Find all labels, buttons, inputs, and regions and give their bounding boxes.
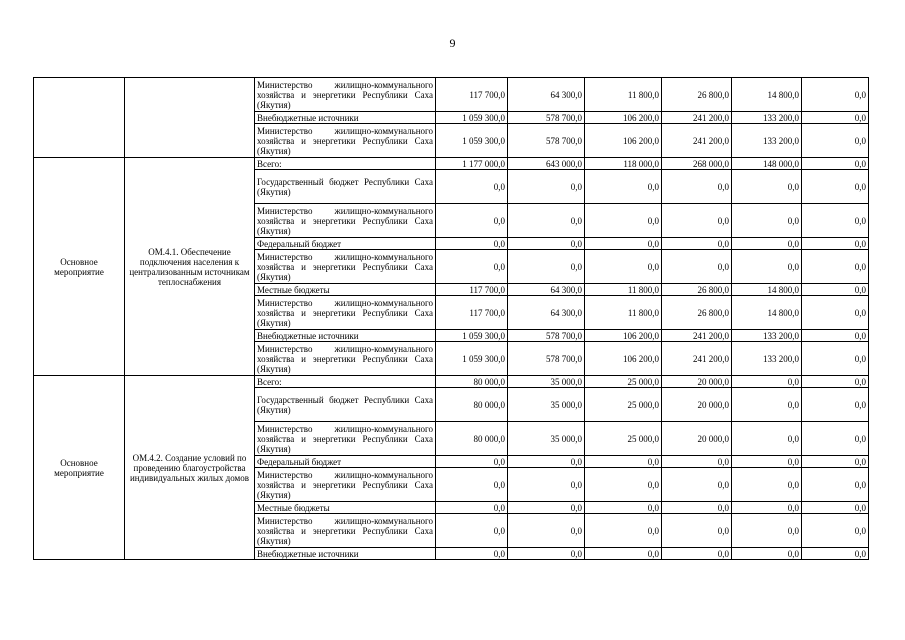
funding-source-cell: Местные бюджеты	[255, 502, 436, 514]
amount-cell: 0,0	[585, 250, 662, 284]
amount-cell: 578 700,0	[508, 112, 585, 124]
category-cell: Основное мероприятие	[34, 158, 125, 376]
amount-cell: 0,0	[802, 456, 869, 468]
amount-cell: 0,0	[585, 238, 662, 250]
funding-source-cell: Министерство жилищно-коммунального хозяйства и энергетики Республики Саха (Якутия)	[255, 204, 436, 238]
amount-cell: 64 300,0	[508, 284, 585, 296]
amount-cell: 80 000,0	[436, 422, 508, 456]
amount-cell: 0,0	[436, 250, 508, 284]
amount-cell: 0,0	[732, 170, 802, 204]
amount-cell: 0,0	[508, 548, 585, 560]
amount-cell: 0,0	[585, 468, 662, 502]
amount-cell: 241 200,0	[662, 124, 732, 158]
amount-cell: 20 000,0	[662, 388, 732, 422]
amount-cell: 578 700,0	[508, 342, 585, 376]
amount-cell: 0,0	[802, 284, 869, 296]
amount-cell: 0,0	[585, 514, 662, 548]
amount-cell: 0,0	[436, 456, 508, 468]
amount-cell: 148 000,0	[732, 158, 802, 170]
funding-source-cell: Внебюджетные источники	[255, 112, 436, 124]
funding-source-cell: Государственный бюджет Республики Саха (Якутия)	[255, 388, 436, 422]
table-row	[34, 78, 869, 112]
amount-cell: 133 200,0	[732, 330, 802, 342]
amount-cell: 0,0	[802, 170, 869, 204]
amount-cell: 0,0	[732, 502, 802, 514]
amount-cell: 0,0	[732, 548, 802, 560]
amount-cell: 0,0	[508, 468, 585, 502]
amount-cell: 241 200,0	[662, 112, 732, 124]
amount-cell: 80 000,0	[436, 388, 508, 422]
amount-cell: 0,0	[802, 250, 869, 284]
funding-source-cell: Местные бюджеты	[255, 284, 436, 296]
funding-source-cell: Федеральный бюджет	[255, 456, 436, 468]
amount-cell: 117 700,0	[436, 78, 508, 112]
amount-cell: 0,0	[662, 456, 732, 468]
amount-cell: 1 059 300,0	[436, 112, 508, 124]
amount-cell: 106 200,0	[585, 342, 662, 376]
amount-cell: 0,0	[802, 330, 869, 342]
funding-source-cell: Министерство жилищно-коммунального хозяйства и энергетики Республики Саха (Якутия)	[255, 250, 436, 284]
amount-cell: 64 300,0	[508, 78, 585, 112]
amount-cell: 0,0	[585, 170, 662, 204]
amount-cell: 106 200,0	[585, 330, 662, 342]
amount-cell: 1 177 000,0	[436, 158, 508, 170]
amount-cell: 0,0	[508, 502, 585, 514]
amount-cell: 35 000,0	[508, 376, 585, 388]
amount-cell: 26 800,0	[662, 284, 732, 296]
amount-cell: 0,0	[508, 238, 585, 250]
amount-cell: 643 000,0	[508, 158, 585, 170]
amount-cell: 0,0	[802, 124, 869, 158]
amount-cell: 0,0	[732, 376, 802, 388]
amount-cell: 1 059 300,0	[436, 124, 508, 158]
amount-cell: 80 000,0	[436, 376, 508, 388]
amount-cell: 106 200,0	[585, 112, 662, 124]
funding-source-cell: Внебюджетные источники	[255, 330, 436, 342]
amount-cell: 0,0	[802, 342, 869, 376]
amount-cell: 0,0	[662, 468, 732, 502]
page-number: 9	[449, 36, 456, 50]
amount-cell: 0,0	[732, 388, 802, 422]
amount-cell: 133 200,0	[732, 124, 802, 158]
amount-cell: 0,0	[732, 514, 802, 548]
funding-source-cell: Министерство жилищно-коммунального хозяйства и энергетики Республики Саха (Якутия)	[255, 296, 436, 330]
amount-cell: 0,0	[802, 502, 869, 514]
amount-cell: 0,0	[662, 204, 732, 238]
amount-cell: 0,0	[732, 468, 802, 502]
amount-cell: 0,0	[802, 422, 869, 456]
amount-cell: 0,0	[436, 238, 508, 250]
amount-cell: 0,0	[662, 250, 732, 284]
amount-cell: 578 700,0	[508, 330, 585, 342]
amount-cell: 118 000,0	[585, 158, 662, 170]
activity-cell: ОМ.4.2. Создание условий по проведению благоустройства индивидуальных жилых домов	[125, 376, 255, 560]
amount-cell: 0,0	[585, 548, 662, 560]
amount-cell: 0,0	[802, 204, 869, 238]
amount-cell: 0,0	[508, 204, 585, 238]
amount-cell: 0,0	[732, 250, 802, 284]
amount-cell: 0,0	[802, 296, 869, 330]
amount-cell: 0,0	[802, 388, 869, 422]
amount-cell: 20 000,0	[662, 422, 732, 456]
funding-source-cell: Министерство жилищно-коммунального хозяйства и энергетики Республики Саха (Якутия)	[255, 342, 436, 376]
table-row	[34, 376, 869, 388]
amount-cell: 11 800,0	[585, 78, 662, 112]
amount-cell: 578 700,0	[508, 124, 585, 158]
amount-cell: 0,0	[802, 112, 869, 124]
amount-cell: 0,0	[436, 204, 508, 238]
funding-source-cell: Министерство жилищно-коммунального хозяйства и энергетики Республики Саха (Якутия)	[255, 468, 436, 502]
amount-cell: 0,0	[585, 502, 662, 514]
funding-source-cell: Министерство жилищно-коммунального хозяйства и энергетики Республики Саха (Якутия)	[255, 422, 436, 456]
activity-cell: ОМ.4.1. Обеспечение подключения населения к централизованным источникам теплоснабжения	[125, 158, 255, 376]
amount-cell: 14 800,0	[732, 78, 802, 112]
amount-cell: 25 000,0	[585, 422, 662, 456]
amount-cell: 117 700,0	[436, 284, 508, 296]
amount-cell: 0,0	[662, 170, 732, 204]
amount-cell: 0,0	[662, 514, 732, 548]
amount-cell: 14 800,0	[732, 296, 802, 330]
amount-cell: 0,0	[436, 502, 508, 514]
amount-cell: 0,0	[436, 548, 508, 560]
funding-source-cell: Всего:	[255, 376, 436, 388]
amount-cell: 64 300,0	[508, 296, 585, 330]
amount-cell: 0,0	[802, 238, 869, 250]
amount-cell: 25 000,0	[585, 388, 662, 422]
amount-cell: 117 700,0	[436, 296, 508, 330]
amount-cell: 26 800,0	[662, 296, 732, 330]
activity-cell	[125, 78, 255, 158]
amount-cell: 0,0	[662, 548, 732, 560]
amount-cell: 26 800,0	[662, 78, 732, 112]
amount-cell: 14 800,0	[732, 284, 802, 296]
amount-cell: 0,0	[802, 468, 869, 502]
funding-source-cell: Внебюджетные источники	[255, 548, 436, 560]
funding-source-cell: Всего:	[255, 158, 436, 170]
amount-cell: 0,0	[802, 514, 869, 548]
amount-cell: 133 200,0	[732, 342, 802, 376]
amount-cell: 0,0	[732, 238, 802, 250]
amount-cell: 268 000,0	[662, 158, 732, 170]
table-body	[34, 78, 869, 560]
amount-cell: 0,0	[508, 170, 585, 204]
amount-cell: 133 200,0	[732, 112, 802, 124]
category-cell: Основное мероприятие	[34, 376, 125, 560]
category-cell	[34, 78, 125, 158]
funding-source-cell: Государственный бюджет Республики Саха (Якутия)	[255, 170, 436, 204]
funding-source-cell: Министерство жилищно-коммунального хозяйства и энергетики Республики Саха (Якутия)	[255, 124, 436, 158]
amount-cell: 35 000,0	[508, 388, 585, 422]
amount-cell: 11 800,0	[585, 296, 662, 330]
amount-cell: 0,0	[802, 548, 869, 560]
amount-cell: 0,0	[732, 422, 802, 456]
budget-table	[33, 77, 869, 560]
amount-cell: 0,0	[732, 456, 802, 468]
amount-cell: 1 059 300,0	[436, 342, 508, 376]
amount-cell: 0,0	[802, 376, 869, 388]
amount-cell: 0,0	[802, 158, 869, 170]
amount-cell: 241 200,0	[662, 342, 732, 376]
amount-cell: 0,0	[436, 170, 508, 204]
amount-cell: 0,0	[436, 514, 508, 548]
funding-source-cell: Федеральный бюджет	[255, 238, 436, 250]
amount-cell: 35 000,0	[508, 422, 585, 456]
amount-cell: 0,0	[508, 514, 585, 548]
amount-cell: 25 000,0	[585, 376, 662, 388]
amount-cell: 0,0	[802, 78, 869, 112]
table-row	[34, 158, 869, 170]
amount-cell: 0,0	[585, 456, 662, 468]
amount-cell: 0,0	[508, 456, 585, 468]
amount-cell: 241 200,0	[662, 330, 732, 342]
amount-cell: 0,0	[662, 238, 732, 250]
amount-cell: 0,0	[508, 250, 585, 284]
funding-source-cell: Министерство жилищно-коммунального хозяйства и энергетики Республики Саха (Якутия)	[255, 514, 436, 548]
amount-cell: 106 200,0	[585, 124, 662, 158]
amount-cell: 1 059 300,0	[436, 330, 508, 342]
amount-cell: 11 800,0	[585, 284, 662, 296]
amount-cell: 0,0	[585, 204, 662, 238]
amount-cell: 0,0	[732, 204, 802, 238]
amount-cell: 0,0	[436, 468, 508, 502]
funding-source-cell: Министерство жилищно-коммунального хозяйства и энергетики Республики Саха (Якутия)	[255, 78, 436, 112]
amount-cell: 20 000,0	[662, 376, 732, 388]
amount-cell: 0,0	[662, 502, 732, 514]
